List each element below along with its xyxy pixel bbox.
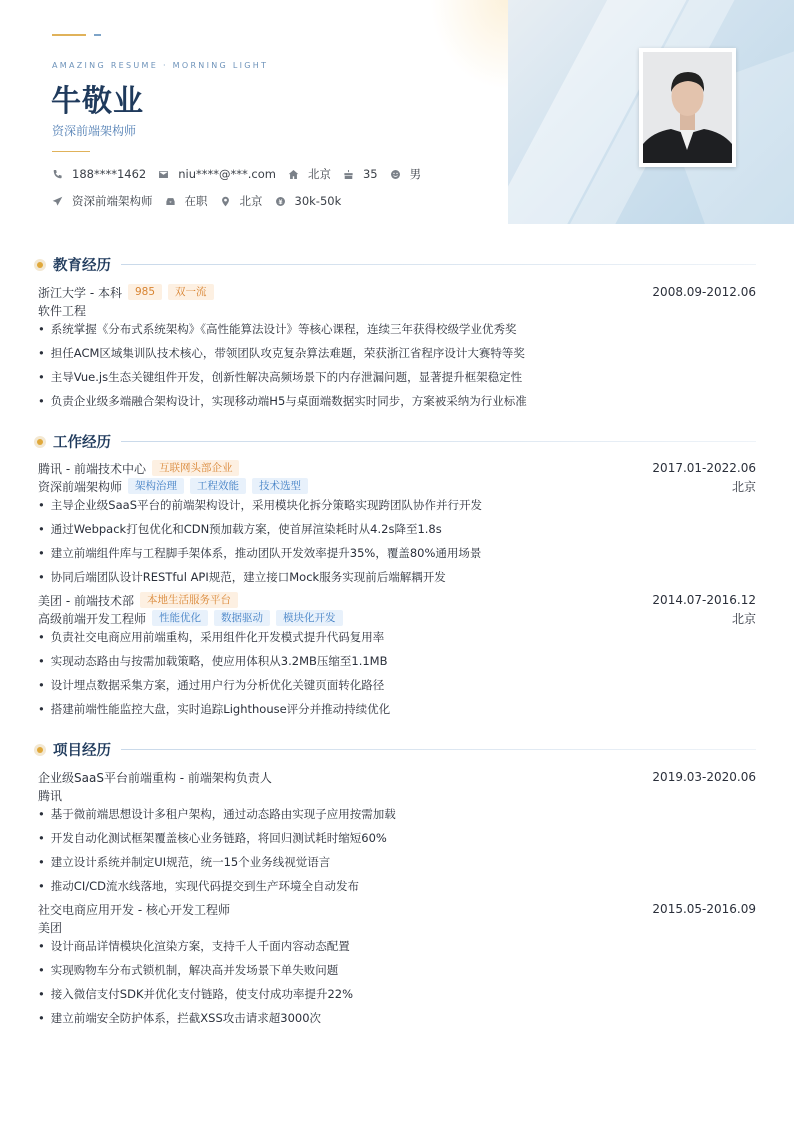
salary-info bbox=[275, 194, 342, 208]
cake-icon bbox=[343, 169, 354, 180]
contact-info-row bbox=[52, 166, 433, 182]
section-dot-icon bbox=[34, 744, 46, 756]
job-bullet: • 通过Webpack打包优化和CDN预加载方案，使首屏渲染耗时从4.2s降至1.8s bbox=[38, 521, 442, 537]
education-date: 2008.09-2012.06 bbox=[652, 285, 756, 299]
project-bullet: • 基于微前端思想设计多租户架构，通过动态路由实现子应用按需加载 bbox=[38, 806, 396, 822]
project-section-title: 项目经历 bbox=[53, 743, 111, 759]
resume-tagline: AMAZING RESUME · MORNING LIGHT bbox=[52, 61, 269, 70]
major: 软件工程 bbox=[38, 303, 87, 318]
work-section-title: 工作经历 bbox=[53, 435, 111, 451]
school-name: 浙江大学 - 本科 bbox=[38, 285, 122, 300]
expected-salary: 30k-50k bbox=[294, 194, 342, 208]
project-header bbox=[38, 901, 756, 917]
project-date: 2019.03-2020.06 bbox=[652, 770, 756, 784]
project-name: 社交电商应用开发 - 核心开发工程师 bbox=[38, 902, 230, 917]
job-header bbox=[38, 592, 756, 608]
project-org: 美团 bbox=[38, 920, 63, 935]
name-divider bbox=[52, 151, 90, 152]
job-header bbox=[38, 460, 756, 476]
status-info bbox=[165, 193, 208, 209]
company-tag: 本地生活服务平台 bbox=[140, 592, 238, 608]
skill-tag: 模块化开发 bbox=[276, 610, 343, 626]
skill-tag: 工程效能 bbox=[190, 478, 246, 494]
job-bullet: • 负责社交电商应用前端重构，采用组件化开发模式提升代码复用率 bbox=[38, 629, 384, 645]
send-icon bbox=[52, 196, 63, 207]
project-name: 企业级SaaS平台前端重构 - 前端架构负责人 bbox=[38, 770, 272, 785]
gender-info bbox=[390, 166, 422, 182]
education-bullet: • 担任ACM区域集训队技术核心，带领团队攻克复杂算法难题，荣获浙江省程序设计大赛特等奖 bbox=[38, 345, 525, 361]
project-bullet: • 建立设计系统并制定UI规范，统一15个业务线视觉语言 bbox=[38, 854, 330, 870]
home-icon bbox=[288, 169, 299, 180]
project-bullet: • 接入微信支付SDK并优化支付链路，使支付成功率提升22% bbox=[38, 986, 353, 1002]
skill-tag: 技术选型 bbox=[252, 478, 308, 494]
education-bullet: • 主导Vue.js生态关键组件开发，创新性解决高频场景下的内存泄漏问题，显著提升框架稳定性 bbox=[38, 369, 522, 385]
inbox-icon bbox=[165, 196, 176, 207]
accent-line bbox=[52, 34, 101, 36]
education-entry-header bbox=[38, 284, 756, 300]
mail-icon bbox=[158, 169, 169, 180]
job-bullet: • 搭建前端性能监控大盘，实时追踪Lighthouse评分并推动持续优化 bbox=[38, 701, 390, 717]
location-icon bbox=[220, 196, 231, 207]
project-bullet: • 实现购物车分布式锁机制，解决高并发场景下单失败问题 bbox=[38, 962, 338, 978]
job-location: 北京 bbox=[731, 479, 756, 494]
project-bullet: • 开发自动化测试框架覆盖核心业务链路，将回归测试耗时缩短60% bbox=[38, 830, 387, 846]
project-org-row bbox=[38, 919, 756, 935]
project-bullet: • 建立前端安全防护体系，拦截XSS攻击请求超3000次 bbox=[38, 1010, 321, 1026]
job-bullet: • 实现动态路由与按需加载策略，使应用体积从3.2MB压缩至1.1MB bbox=[38, 653, 388, 669]
target-city-info bbox=[220, 193, 263, 209]
project-org: 腾讯 bbox=[38, 788, 63, 803]
profile-photo bbox=[639, 48, 736, 167]
job-date: 2014.07-2016.12 bbox=[652, 593, 756, 607]
phone-number: 188****1462 bbox=[72, 167, 147, 181]
job-role-row bbox=[38, 478, 756, 494]
company-name: 腾讯 - 前端技术中心 bbox=[38, 461, 146, 476]
job-date: 2017.01-2022.06 bbox=[652, 461, 756, 475]
skill-tag: 数据驱动 bbox=[214, 610, 270, 626]
school-tag: 双一流 bbox=[168, 284, 214, 300]
gender: 男 bbox=[409, 167, 422, 181]
education-section-title: 教育经历 bbox=[53, 258, 111, 274]
employment-status: 在职 bbox=[184, 194, 208, 208]
email-info bbox=[158, 167, 276, 181]
project-org-row bbox=[38, 787, 756, 803]
project-section-header bbox=[34, 739, 756, 760]
job-role: 高级前端开发工程师 bbox=[38, 611, 147, 626]
city-info bbox=[288, 166, 331, 182]
section-dot-icon bbox=[34, 436, 46, 448]
target-position: 资深前端架构师 bbox=[72, 194, 153, 208]
smile-icon bbox=[390, 169, 401, 180]
skill-tag: 性能优化 bbox=[152, 610, 208, 626]
job-bullet: • 协同后端团队设计RESTful API规范，建立接口Mock服务实现前后端解耦开发 bbox=[38, 569, 446, 585]
project-bullet: • 推动CI/CD流水线落地，实现代码提交到生产环境全自动发布 bbox=[38, 878, 359, 894]
section-dot-icon bbox=[34, 259, 46, 271]
job-intent-row bbox=[52, 193, 353, 209]
education-section-header bbox=[34, 254, 756, 275]
target-city: 北京 bbox=[239, 194, 263, 208]
age: 35 bbox=[362, 167, 378, 181]
candidate-name: 牛敬业 bbox=[51, 84, 144, 119]
coin-icon bbox=[275, 196, 286, 207]
education-bullet: • 系统掌握《分布式系统架构》《高性能算法设计》等核心课程，连续三年获得校级学业优秀奖 bbox=[38, 321, 517, 337]
email-address: niu****@***.com bbox=[178, 167, 276, 181]
target-position-info bbox=[52, 193, 153, 209]
job-role-row bbox=[38, 610, 756, 626]
phone-icon bbox=[52, 169, 63, 180]
project-bullet: • 设计商品详情模块化渲染方案，支持千人千面内容动态配置 bbox=[38, 938, 350, 954]
job-bullet: • 建立前端组件库与工程脚手架体系，推动团队开发效率提升35%，覆盖80%通用场景 bbox=[38, 545, 481, 561]
school-tag: 985 bbox=[128, 284, 162, 300]
company-name: 美团 - 前端技术部 bbox=[38, 593, 134, 608]
company-tag: 互联网头部企业 bbox=[152, 460, 240, 476]
job-bullet: • 设计埋点数据采集方案，通过用户行为分析优化关键页面转化路径 bbox=[38, 677, 384, 693]
skill-tag: 架构治理 bbox=[128, 478, 184, 494]
candidate-title: 资深前端架构师 bbox=[52, 124, 137, 138]
city: 北京 bbox=[307, 167, 331, 181]
project-header bbox=[38, 769, 756, 785]
phone-info bbox=[52, 167, 146, 181]
job-bullet: • 主导企业级SaaS平台的前端架构设计，采用模块化拆分策略实现跨团队协作并行开发 bbox=[38, 497, 482, 513]
education-bullet: • 负责企业级多端融合架构设计，实现移动端H5与桌面端数据实时同步，方案被采纳为行业标准 bbox=[38, 393, 527, 409]
age-info bbox=[343, 167, 378, 181]
job-role: 资深前端架构师 bbox=[38, 479, 123, 494]
major-row bbox=[38, 302, 756, 318]
work-section-header bbox=[34, 431, 756, 452]
job-location: 北京 bbox=[731, 611, 756, 626]
project-date: 2015.05-2016.09 bbox=[652, 902, 756, 916]
